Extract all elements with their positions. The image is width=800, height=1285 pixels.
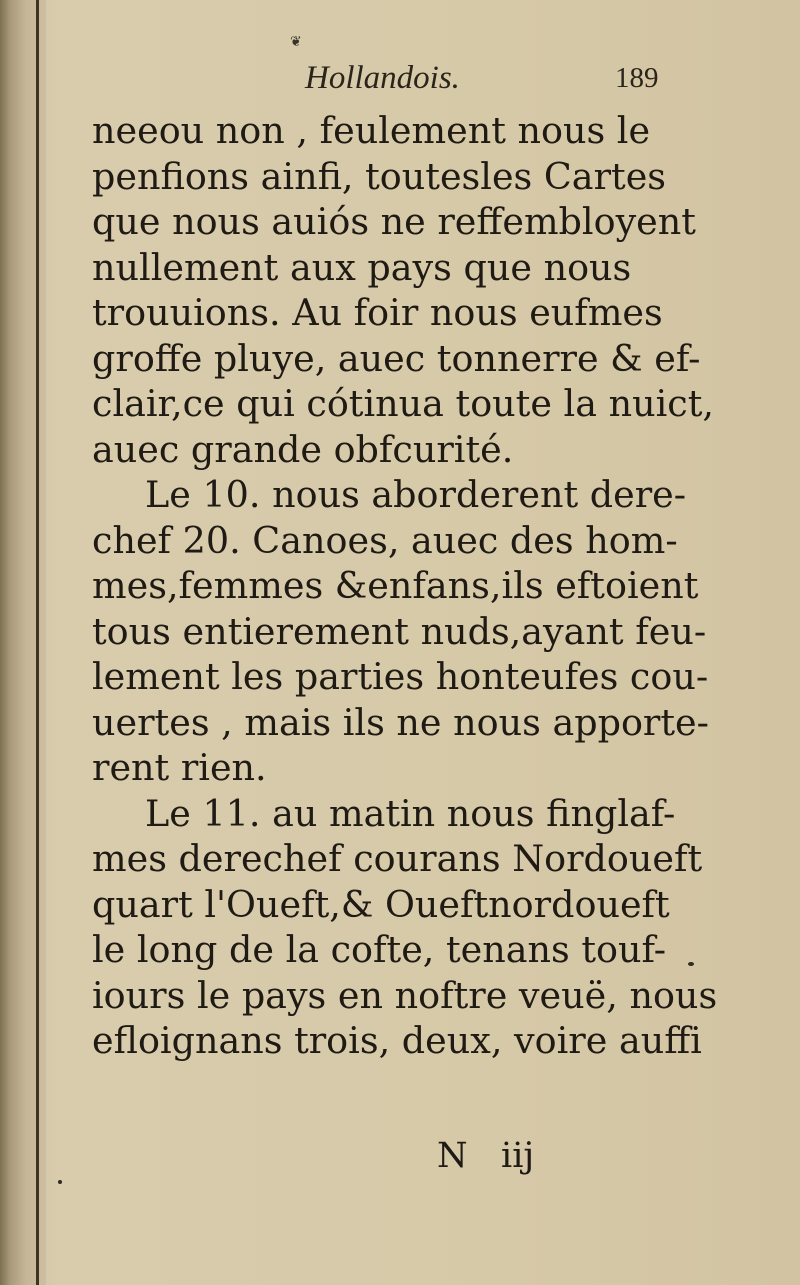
- text-line: le long de la cofte, tenans touf-: [92, 928, 667, 971]
- text-line: clair,ce qui cótinua toute la nuict,: [92, 382, 714, 425]
- binding-edge: [36, 0, 39, 1285]
- body-text: [92, 108, 718, 1064]
- text-line: efloignans trois, deux, voire auffi: [92, 1019, 702, 1062]
- signature-mark: N iij: [437, 1136, 535, 1176]
- text-line: quart l'Oueft,& Oueftnordoueft: [92, 882, 670, 926]
- text-line: rent rien.: [92, 746, 267, 789]
- ink-spot: [688, 962, 694, 966]
- paragraph-start-line: Le 10. nous aborderent dere-: [145, 473, 687, 516]
- text-line: nullement aux pays que nous: [92, 245, 632, 289]
- text-line: que nous auiós ne reffembloyent: [92, 200, 696, 243]
- ink-spot: [58, 1180, 62, 1184]
- text-line: neeou non , feulement nous le: [92, 109, 651, 152]
- text-line: tous entierement nuds,ayant feu-: [92, 609, 707, 653]
- text-line: uertes , mais ils ne nous apporte-: [92, 700, 709, 744]
- text-line: lement les parties honteufes cou-: [92, 655, 709, 698]
- text-line: mes,femmes &enfans,ils eftoient: [92, 564, 699, 607]
- paragraph-start-line: Le 11. au matin nous finglaf-: [145, 791, 676, 835]
- text-line: mes derechef courans Nordoueft: [92, 837, 703, 880]
- text-line: groffe pluye, auec tonnerre & ef-: [92, 336, 701, 380]
- page-header: [305, 60, 680, 104]
- running-title: Hollandois.: [305, 60, 460, 96]
- book-gutter: [0, 0, 46, 1285]
- text-line: trouuions. Au foir nous eufmes: [92, 291, 663, 334]
- text-line: chef 20. Canoes, auec des hom-: [92, 518, 678, 562]
- text-line: auec grande obfcurité.: [92, 427, 514, 471]
- text-line: penfions ainfi, toutesles Cartes: [92, 154, 667, 198]
- printer-ornament-icon: ❦: [290, 34, 302, 50]
- text-line: iours le pays en noftre veuë, nous: [92, 973, 718, 1017]
- page-number: 189: [615, 62, 659, 94]
